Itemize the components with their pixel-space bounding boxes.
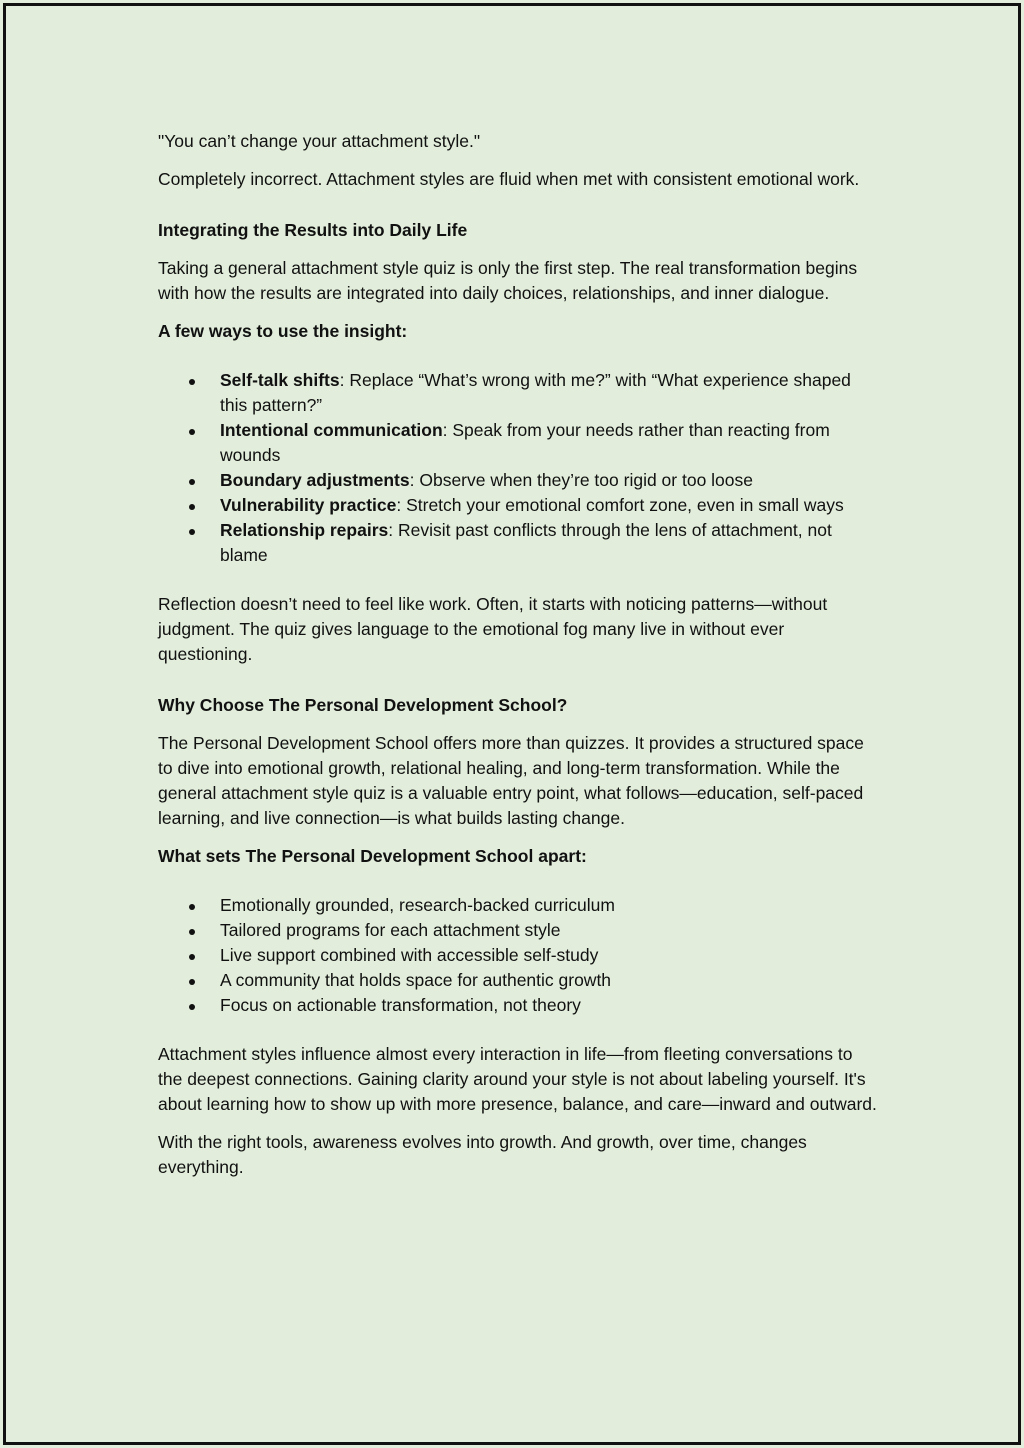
list-item-term: Self-talk shifts — [220, 370, 340, 390]
list-item: Live support combined with accessible self-study — [220, 943, 878, 968]
list-item — [220, 518, 878, 568]
section-heading-why-choose: Why Choose The Personal Development School? — [158, 695, 568, 715]
document-page — [3, 3, 1021, 1445]
closing-paragraph-2: With the right tools, awareness evolves into growth. And growth, over time, changes everything. — [158, 1132, 807, 1177]
list-item — [220, 468, 878, 493]
myth-rebuttal: Completely incorrect. Attachment styles are fluid when met with consistent emotional work. — [158, 169, 860, 189]
section-closing-integrating: Reflection doesn’t need to feel like work. Often, it starts with noticing patterns—without judgment. The quiz gives language to the emotional fog many live in without ever questioning. — [158, 594, 828, 664]
list-item-term: Relationship repairs — [220, 520, 389, 540]
insight-list — [158, 368, 878, 568]
list-item-term: Intentional communication — [220, 420, 443, 440]
list-item — [220, 493, 878, 518]
insight-list-lead: A few ways to use the insight: — [158, 321, 408, 341]
list-item: Emotionally grounded, research-backed curriculum — [220, 893, 878, 918]
list-item-text: : Speak from your needs rather than reacting from wounds — [220, 420, 830, 465]
section-heading-integrating: Integrating the Results into Daily Life — [158, 220, 468, 240]
list-item-text: : Revisit past conflicts through the lens of attachment, not blame — [220, 520, 832, 565]
closing-paragraph-1: Attachment styles influence almost every interaction in life—from fleeting conversations to the deepest connections. Gaining clarity around your style is not about labeling yourself. It's about learning how to show up with more presence, balance, and care—inward and outward. — [158, 1044, 877, 1114]
document-body — [158, 129, 878, 1193]
list-item — [220, 418, 878, 468]
list-item-text: : Replace “What’s wrong with me?” with “What experience shaped this pattern?” — [220, 370, 851, 415]
section-intro-integrating: Taking a general attachment style quiz is only the first step. The real transformation begins with how the results are integrated into daily choices, relationships, and inner dialogue. — [158, 258, 858, 303]
list-item: A community that holds space for authentic growth — [220, 968, 878, 993]
myth-quote: "You can’t change your attachment style." — [158, 131, 481, 151]
list-item-text: : Stretch your emotional comfort zone, even in small ways — [396, 495, 844, 515]
list-item-term: Vulnerability practice — [220, 495, 397, 515]
apart-list-lead: What sets The Personal Development School apart: — [158, 846, 587, 866]
list-item-term: Boundary adjustments — [220, 470, 410, 490]
list-item: Focus on actionable transformation, not theory — [220, 993, 878, 1018]
list-item — [220, 368, 878, 418]
list-item-text: : Observe when they’re too rigid or too loose — [409, 470, 754, 490]
apart-list — [158, 893, 878, 1018]
list-item: Tailored programs for each attachment style — [220, 918, 878, 943]
section-intro-why-choose: The Personal Development School offers more than quizzes. It provides a structured space to dive into emotional growth, relational healing, and long-term transformation. While the general attachment style quiz is a valuable entry point, what follows—education, self-paced learning, and live connection—is what builds lasting change. — [158, 733, 864, 828]
